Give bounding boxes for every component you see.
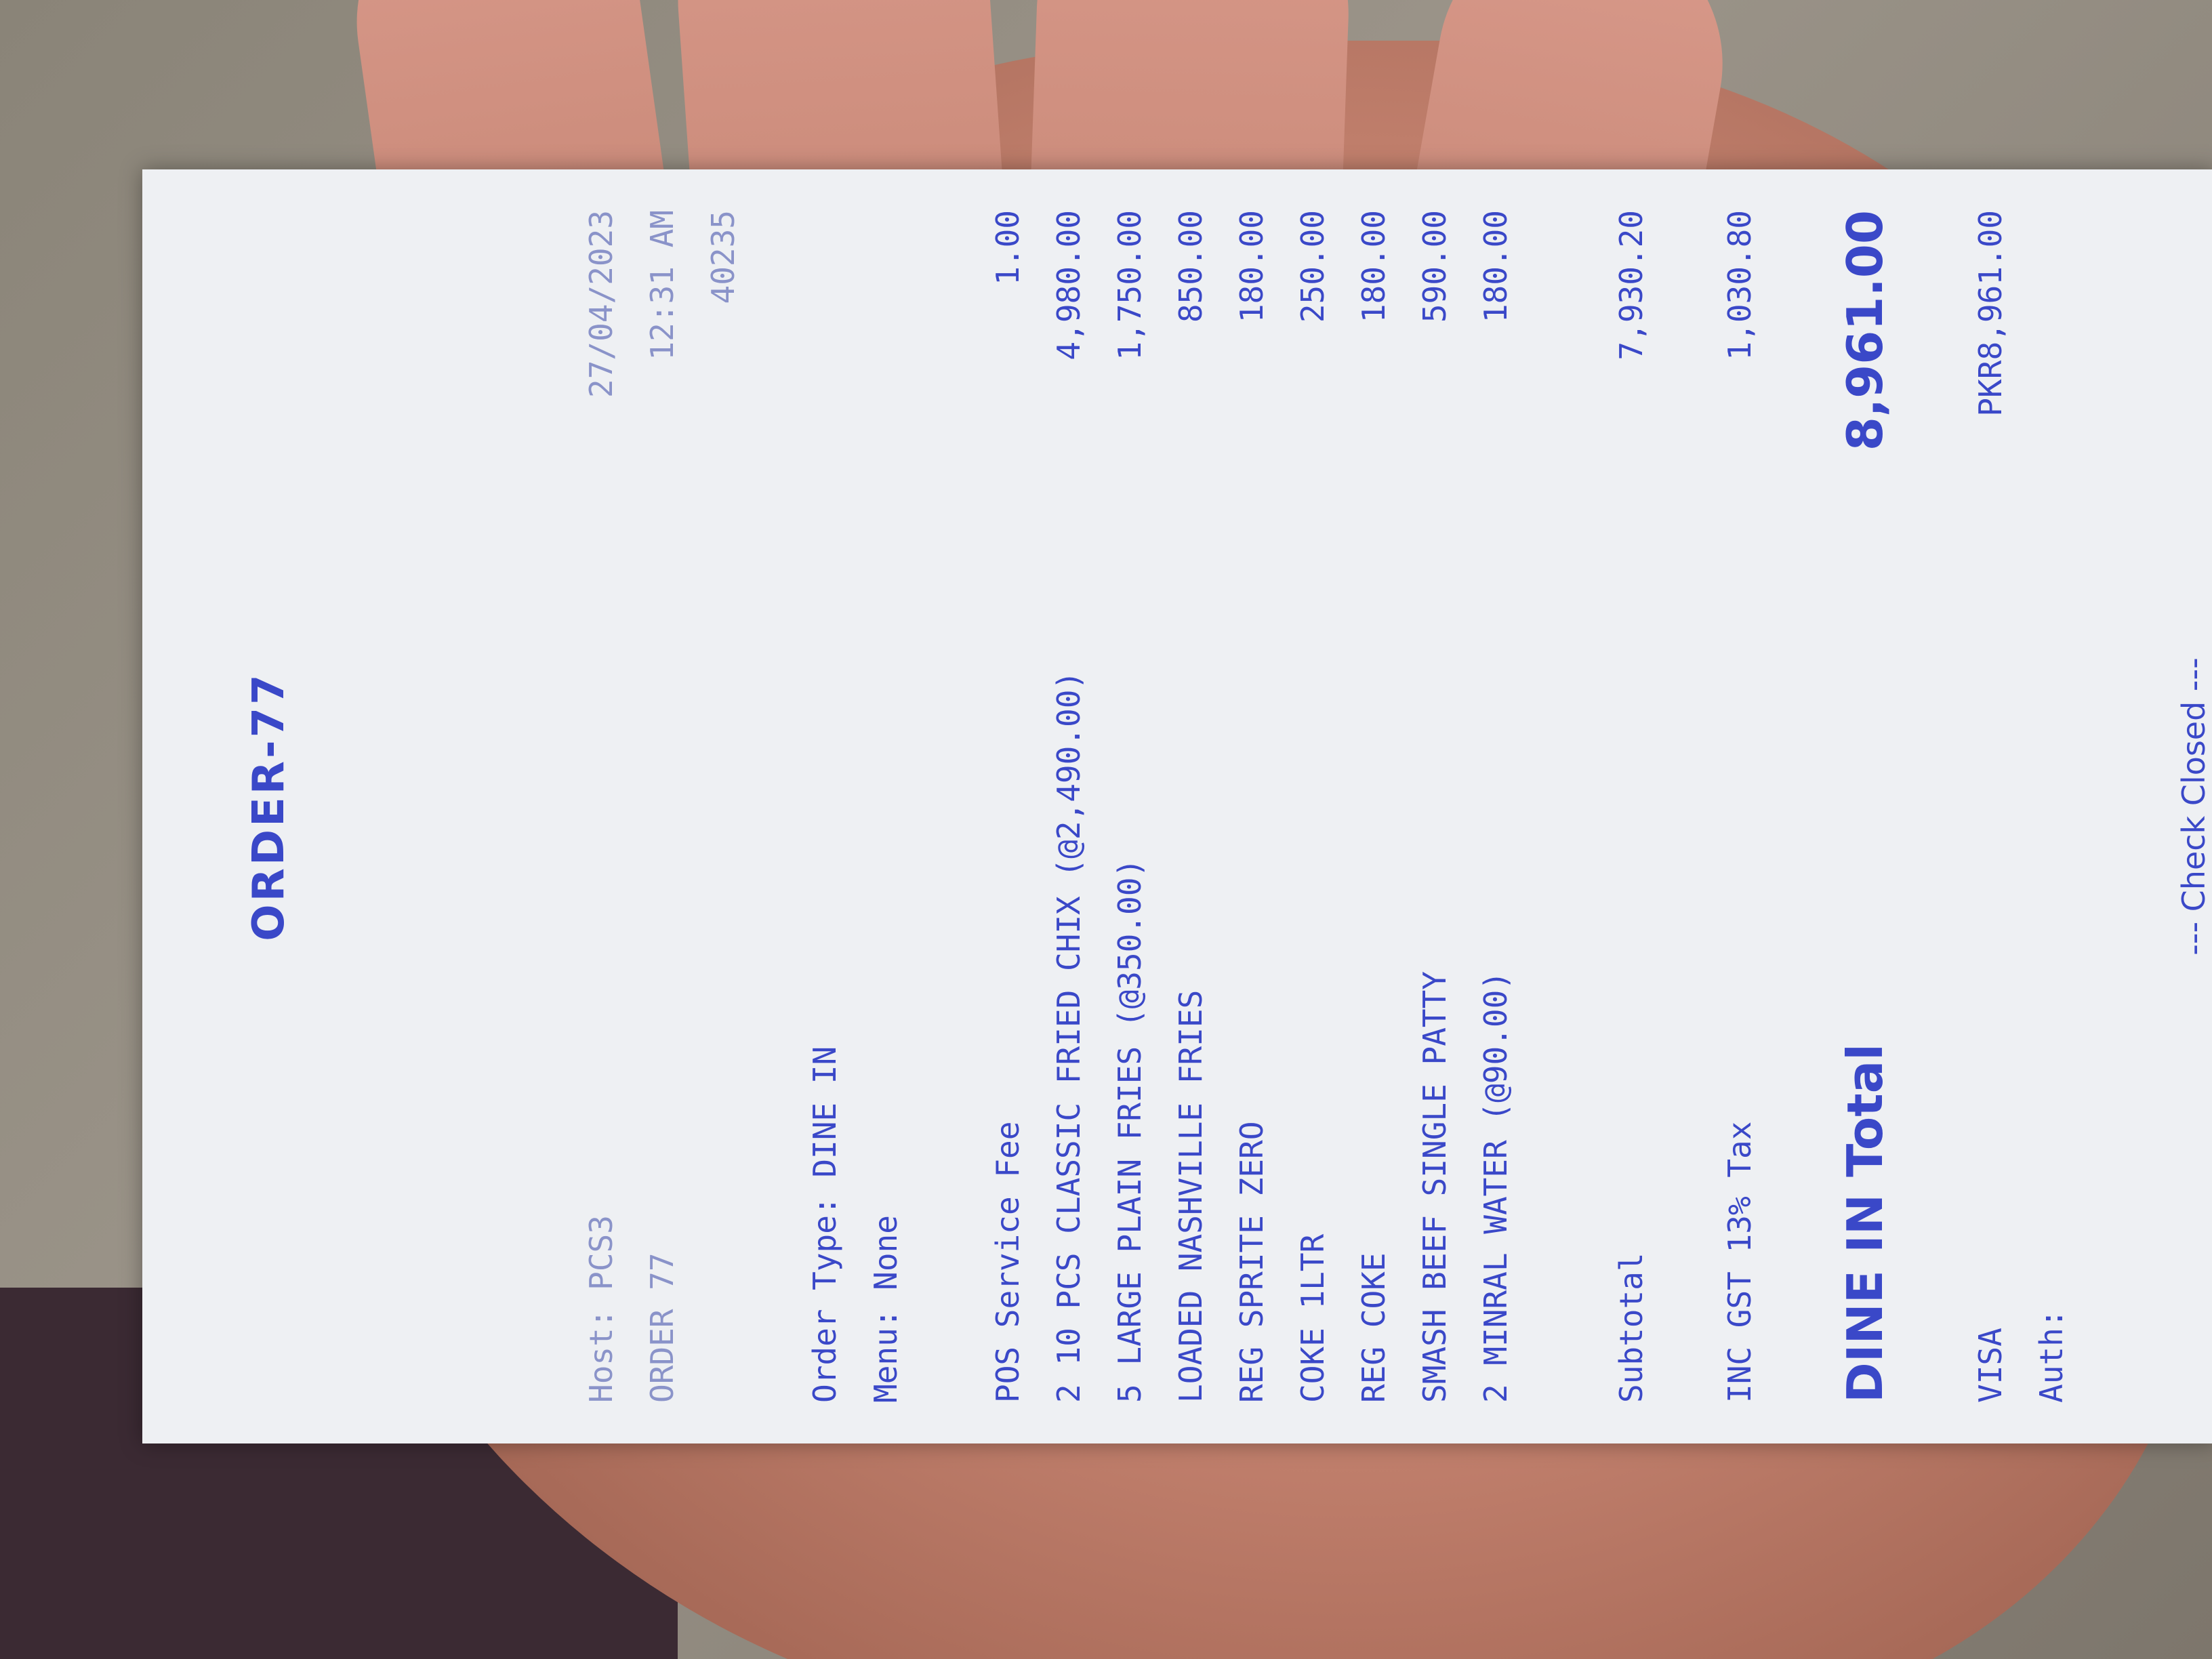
header-line-order <box>644 210 680 1403</box>
order-type: Order Type: DINE IN <box>806 1046 843 1403</box>
header-line-ref <box>705 210 741 1403</box>
header-line-host <box>583 210 619 1403</box>
tax-row: INC GST 13% Tax 1,030.80 <box>1721 210 1758 1403</box>
item-row: LOADED NASHVILLE FRIES 850.00 <box>1172 210 1209 1403</box>
item-row: COKE 1LTR 250.00 <box>1294 210 1331 1403</box>
item-row: 5 LARGE PLAIN FRIES (@350.00) 1,750.00 <box>1111 210 1148 1403</box>
host-label: Host: PCS3 <box>583 1215 619 1403</box>
receipt-paper <box>142 169 2212 1443</box>
total-row: DINE IN Total 8,961.00 <box>1837 210 1893 1403</box>
item-row: POS Service Fee 1.00 <box>989 210 1026 1403</box>
item-row: REG SPRITE ZERO 180.00 <box>1233 210 1270 1403</box>
auth-row: Auth: <box>2033 1309 2070 1403</box>
item-row: 2 10 PCS CLASSIC FRIED CHIX (@2,490.00) 4,980.00 <box>1050 210 1087 1403</box>
receipt-date: 27/04/2023 <box>583 210 619 398</box>
item-row: 2 MINRAL WATER (@90.00) 180.00 <box>1477 210 1514 1403</box>
check-closed-footer: --- Check Closed --- <box>2175 657 2212 956</box>
item-row: REG COKE 180.00 <box>1355 210 1392 1403</box>
payment-row: VISA PKR8,961.00 <box>1972 210 2009 1403</box>
item-row: SMASH BEEF SINGLE PATTY 590.00 <box>1416 210 1453 1403</box>
menu-line: Menu: None <box>867 1215 904 1403</box>
receipt-ref: 40235 <box>705 210 741 304</box>
receipt-time: 12:31 AM <box>644 210 680 361</box>
receipt-title: ORDER-77 <box>244 672 294 941</box>
order-label: ORDER 77 <box>644 1252 680 1403</box>
receipt-content <box>142 169 2212 1443</box>
subtotal-row: Subtotal 7,930.20 <box>1613 210 1650 1403</box>
